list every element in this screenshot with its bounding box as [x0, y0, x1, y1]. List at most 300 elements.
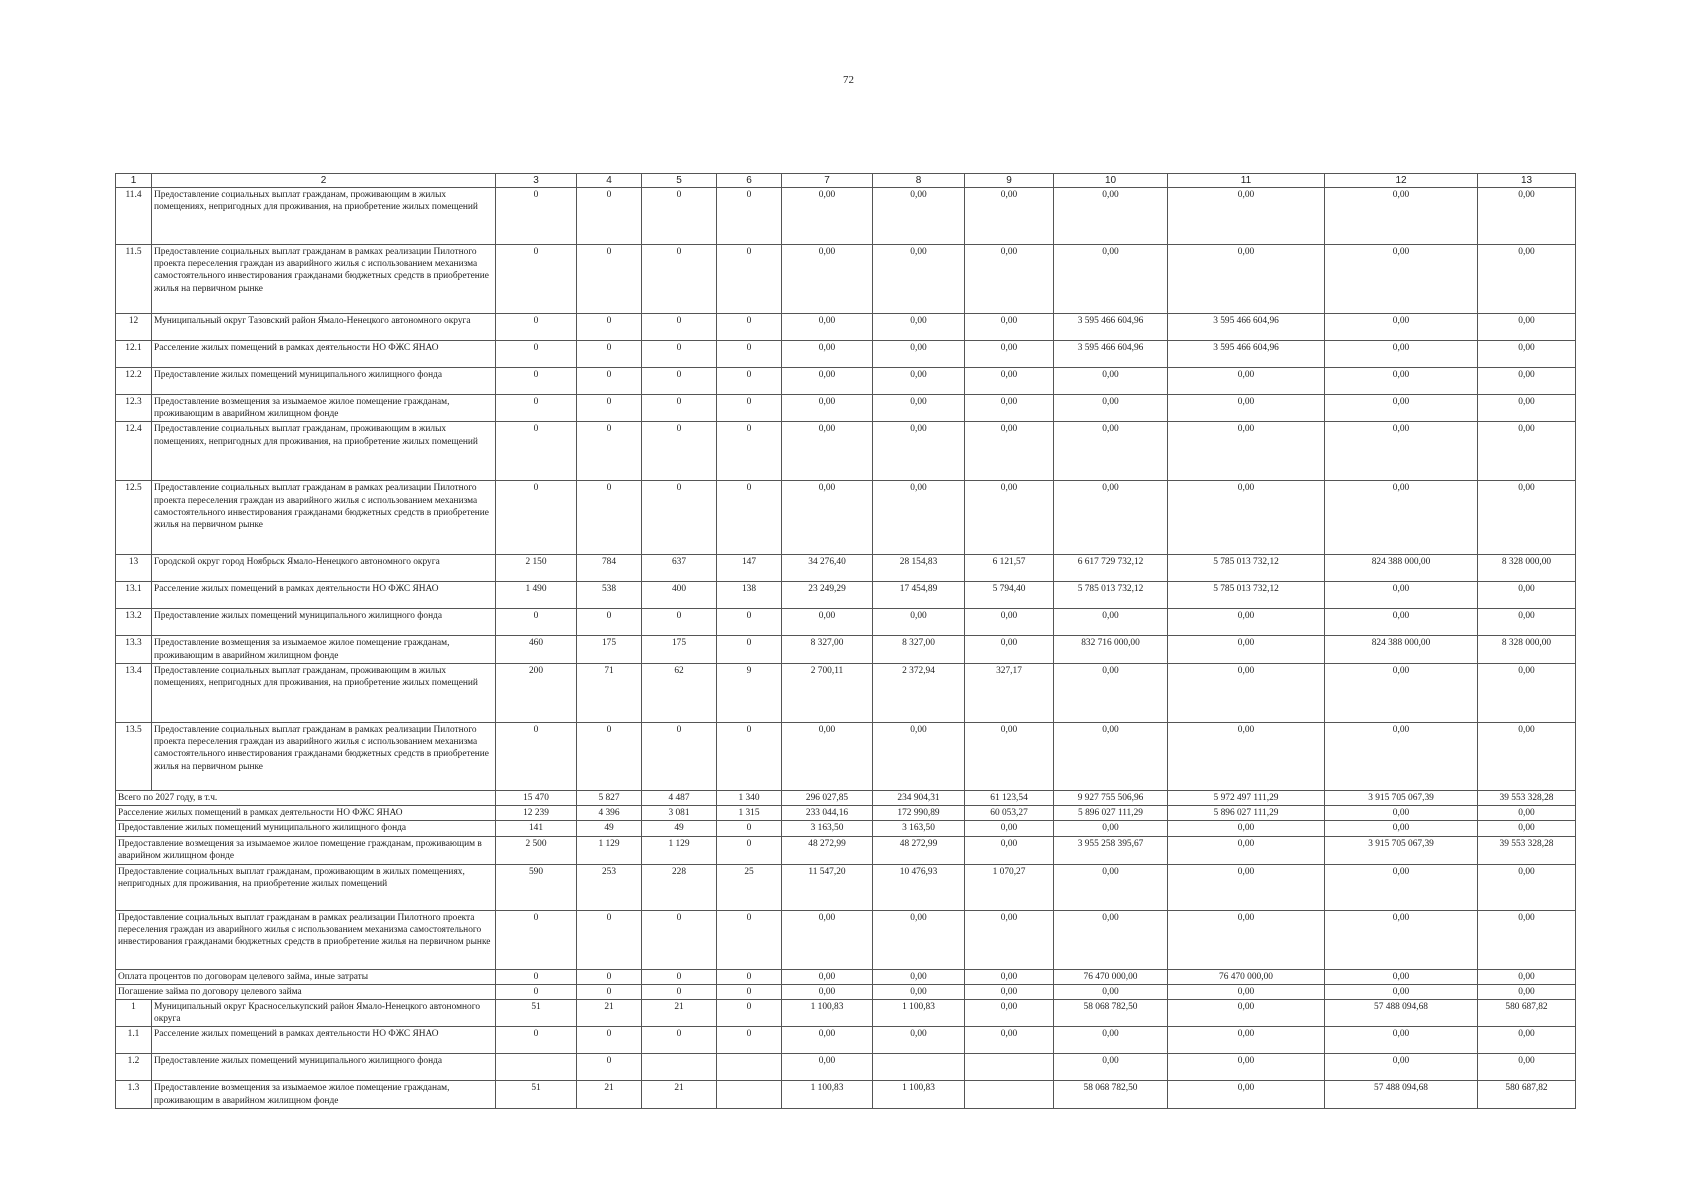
cell-col-13: 8 328 000,00: [1478, 555, 1576, 582]
cell-col-9: 0,00: [965, 636, 1054, 663]
cell-col-3: 0: [496, 314, 577, 341]
row-name: Предоставление социальных выплат гражданам, проживающим в жилых помещениях, непригодных для проживания, на приобретение жилых помещений: [152, 422, 496, 481]
row-code: 12.2: [116, 368, 152, 395]
cell-col-10: 0,00: [1054, 1027, 1168, 1054]
row-name: Предоставление жилых помещений муниципального жилищного фонда: [152, 1054, 496, 1081]
cell-col-5: 0: [642, 422, 717, 481]
cell-col-11: 0,00: [1168, 1081, 1325, 1108]
cell-col-9: 6 121,57: [965, 555, 1054, 582]
cell-col-10: 58 068 782,50: [1054, 1081, 1168, 1108]
cell-col-4: 0: [577, 481, 642, 555]
cell-col-6: 0: [717, 636, 782, 663]
cell-col-3: 0: [496, 245, 577, 314]
cell-col-13: 0,00: [1478, 582, 1576, 609]
cell-col-5: 21: [642, 1081, 717, 1108]
cell-col-4: 0: [577, 910, 642, 969]
cell-col-10: 0,00: [1054, 395, 1168, 422]
cell-col-12: 0,00: [1325, 368, 1478, 395]
cell-col-6: 0: [717, 984, 782, 999]
cell-col-12: 0,00: [1325, 806, 1478, 821]
cell-col-9: 327,17: [965, 663, 1054, 722]
table-row: [116, 790, 1576, 805]
cell-col-6: 0: [717, 609, 782, 636]
cell-col-8: 3 163,50: [873, 821, 965, 836]
cell-col-11: 0,00: [1168, 609, 1325, 636]
cell-col-12: 0,00: [1325, 609, 1478, 636]
cell-col-3: 0: [496, 722, 577, 790]
table-row: [116, 969, 1576, 984]
cell-col-13: 0,00: [1478, 806, 1576, 821]
cell-col-6: 1 315: [717, 806, 782, 821]
row-name: Предоставление жилых помещений муниципального жилищного фонда: [152, 368, 496, 395]
cell-col-7: 2 700,11: [782, 663, 873, 722]
cell-col-10: 832 716 000,00: [1054, 636, 1168, 663]
cell-col-8: 17 454,89: [873, 582, 965, 609]
cell-col-3: 51: [496, 999, 577, 1026]
row-name: Предоставление социальных выплат гражданам, проживающим в жилых помещениях, непригодных для проживания, на приобретение жилых помещений: [116, 864, 496, 910]
row-name: Всего по 2027 году, в т.ч.: [116, 790, 496, 805]
row-code: 12.4: [116, 422, 152, 481]
cell-col-6: 0: [717, 821, 782, 836]
cell-col-10: 6 617 729 732,12: [1054, 555, 1168, 582]
row-name: Расселение жилых помещений в рамках деятельности НО ФЖС ЯНАО: [116, 806, 496, 821]
cell-col-12: 824 388 000,00: [1325, 636, 1478, 663]
row-code: 13.1: [116, 582, 152, 609]
table-row: [116, 984, 1576, 999]
cell-col-3: 0: [496, 188, 577, 245]
cell-col-6: 0: [717, 341, 782, 368]
cell-col-9: 0,00: [965, 314, 1054, 341]
cell-col-13: 0,00: [1478, 1054, 1576, 1081]
row-code: 1: [116, 999, 152, 1026]
cell-col-5: 0: [642, 481, 717, 555]
cell-col-5: 4 487: [642, 790, 717, 805]
col-header-2: 2: [152, 174, 496, 188]
cell-col-13: 580 687,82: [1478, 999, 1576, 1026]
cell-col-6: 1 340: [717, 790, 782, 805]
cell-col-6: 0: [717, 910, 782, 969]
cell-col-13: 0,00: [1478, 609, 1576, 636]
cell-col-9: 0,00: [965, 481, 1054, 555]
cell-col-12: 0,00: [1325, 245, 1478, 314]
cell-col-9: 0,00: [965, 1027, 1054, 1054]
cell-col-11: 3 595 466 604,96: [1168, 341, 1325, 368]
col-header-1: 1: [116, 174, 152, 188]
cell-col-6: 0: [717, 422, 782, 481]
cell-col-7: 0,00: [782, 314, 873, 341]
cell-col-5: 0: [642, 395, 717, 422]
cell-col-4: 0: [577, 969, 642, 984]
table-row: [116, 910, 1576, 969]
row-name: Предоставление социальных выплат гражданам, проживающим в жилых помещениях, непригодных для проживания, на приобретение жилых помещений: [152, 188, 496, 245]
cell-col-4: 0: [577, 368, 642, 395]
cell-col-7: 0,00: [782, 395, 873, 422]
table-body: [116, 188, 1576, 1109]
cell-col-5: 0: [642, 368, 717, 395]
cell-col-13: 0,00: [1478, 1027, 1576, 1054]
cell-col-11: 0,00: [1168, 864, 1325, 910]
cell-col-9: 0,00: [965, 395, 1054, 422]
row-name: Предоставление возмещения за изымаемое жилое помещение гражданам, проживающим в аварийном жилищном фонде: [152, 1081, 496, 1108]
cell-col-4: 0: [577, 1054, 642, 1081]
table-row: [116, 395, 1576, 422]
cell-col-11: 5 896 027 111,29: [1168, 806, 1325, 821]
cell-col-3: 0: [496, 481, 577, 555]
cell-col-9: 0,00: [965, 984, 1054, 999]
cell-col-12: 0,00: [1325, 314, 1478, 341]
cell-col-6: 0: [717, 314, 782, 341]
cell-col-3: 0: [496, 609, 577, 636]
row-name: Оплата процентов по договорам целевого займа, иные затраты: [116, 969, 496, 984]
cell-col-7: 3 163,50: [782, 821, 873, 836]
cell-col-4: 0: [577, 984, 642, 999]
cell-col-6: 147: [717, 555, 782, 582]
cell-col-8: 0,00: [873, 984, 965, 999]
table-row: [116, 555, 1576, 582]
cell-col-3: 200: [496, 663, 577, 722]
cell-col-3: 12 239: [496, 806, 577, 821]
row-name: Предоставление возмещения за изымаемое жилое помещение гражданам, проживающим в аварийном жилищном фонде: [152, 395, 496, 422]
cell-col-3: 0: [496, 984, 577, 999]
cell-col-7: 0,00: [782, 722, 873, 790]
cell-col-5: 1 129: [642, 836, 717, 864]
cell-col-7: 0,00: [782, 188, 873, 245]
cell-col-10: 5 785 013 732,12: [1054, 582, 1168, 609]
col-header-6: 6: [717, 174, 782, 188]
cell-col-7: 0,00: [782, 368, 873, 395]
cell-col-9: 0,00: [965, 609, 1054, 636]
cell-col-8: 0,00: [873, 245, 965, 314]
cell-col-12: 57 488 094,68: [1325, 1081, 1478, 1108]
cell-col-5: 228: [642, 864, 717, 910]
cell-col-8: 0,00: [873, 395, 965, 422]
cell-col-3: 2 500: [496, 836, 577, 864]
cell-col-8: 234 904,31: [873, 790, 965, 805]
cell-col-12: 57 488 094,68: [1325, 999, 1478, 1026]
cell-col-13: 0,00: [1478, 821, 1576, 836]
cell-col-13: 8 328 000,00: [1478, 636, 1576, 663]
cell-col-7: 0,00: [782, 245, 873, 314]
col-header-3: 3: [496, 174, 577, 188]
cell-col-7: 0,00: [782, 422, 873, 481]
cell-col-4: 1 129: [577, 836, 642, 864]
row-code: 13.5: [116, 722, 152, 790]
cell-col-8: [873, 1054, 965, 1081]
cell-col-7: 34 276,40: [782, 555, 873, 582]
cell-col-5: 0: [642, 245, 717, 314]
cell-col-11: 0,00: [1168, 999, 1325, 1026]
cell-col-13: 0,00: [1478, 481, 1576, 555]
cell-col-6: 0: [717, 836, 782, 864]
cell-col-10: 0,00: [1054, 422, 1168, 481]
row-name: Муниципальный округ Красноселькупский район Ямало-Ненецкого автономного округа: [152, 999, 496, 1026]
cell-col-7: 1 100,83: [782, 999, 873, 1026]
cell-col-10: 0,00: [1054, 984, 1168, 999]
cell-col-11: 0,00: [1168, 722, 1325, 790]
cell-col-4: 175: [577, 636, 642, 663]
cell-col-5: 49: [642, 821, 717, 836]
cell-col-13: 0,00: [1478, 395, 1576, 422]
cell-col-13: 0,00: [1478, 722, 1576, 790]
cell-col-6: 0: [717, 368, 782, 395]
cell-col-10: 0,00: [1054, 481, 1168, 555]
row-code: 12.3: [116, 395, 152, 422]
table-row: [116, 582, 1576, 609]
cell-col-13: 0,00: [1478, 984, 1576, 999]
cell-col-4: 0: [577, 1027, 642, 1054]
cell-col-6: 0: [717, 999, 782, 1026]
cell-col-12: 3 915 705 067,39: [1325, 790, 1478, 805]
cell-col-7: 23 249,29: [782, 582, 873, 609]
cell-col-3: 1 490: [496, 582, 577, 609]
cell-col-6: 0: [717, 1027, 782, 1054]
cell-col-12: 0,00: [1325, 582, 1478, 609]
cell-col-7: 296 027,85: [782, 790, 873, 805]
cell-col-10: 5 896 027 111,29: [1054, 806, 1168, 821]
cell-col-3: 141: [496, 821, 577, 836]
cell-col-12: 0,00: [1325, 1054, 1478, 1081]
cell-col-4: 0: [577, 341, 642, 368]
table-row: [116, 341, 1576, 368]
cell-col-13: 0,00: [1478, 245, 1576, 314]
col-header-13: 13: [1478, 174, 1576, 188]
row-name: Предоставление возмещения за изымаемое жилое помещение гражданам, проживающим в аварийном жилищном фонде: [116, 836, 496, 864]
cell-col-5: 0: [642, 1027, 717, 1054]
cell-col-4: 4 396: [577, 806, 642, 821]
cell-col-9: [965, 1081, 1054, 1108]
row-code: 1.1: [116, 1027, 152, 1054]
cell-col-11: 0,00: [1168, 481, 1325, 555]
cell-col-7: 8 327,00: [782, 636, 873, 663]
cell-col-10: 3 595 466 604,96: [1054, 314, 1168, 341]
row-name: Муниципальный округ Тазовский район Ямало-Ненецкого автономного округа: [152, 314, 496, 341]
cell-col-11: 5 972 497 111,29: [1168, 790, 1325, 805]
cell-col-5: 62: [642, 663, 717, 722]
cell-col-9: 0,00: [965, 422, 1054, 481]
cell-col-9: 0,00: [965, 969, 1054, 984]
cell-col-10: 0,00: [1054, 821, 1168, 836]
cell-col-13: 0,00: [1478, 314, 1576, 341]
cell-col-5: 0: [642, 910, 717, 969]
cell-col-13: 39 553 328,28: [1478, 836, 1576, 864]
col-header-5: 5: [642, 174, 717, 188]
cell-col-7: 11 547,20: [782, 864, 873, 910]
cell-col-12: 0,00: [1325, 864, 1478, 910]
page-number: 72: [843, 74, 854, 86]
table-header: [116, 174, 1576, 188]
cell-col-11: 0,00: [1168, 245, 1325, 314]
row-name: Предоставление жилых помещений муниципального жилищного фонда: [152, 609, 496, 636]
cell-col-11: 5 785 013 732,12: [1168, 555, 1325, 582]
cell-col-12: 0,00: [1325, 1027, 1478, 1054]
cell-col-12: 3 915 705 067,39: [1325, 836, 1478, 864]
cell-col-10: 0,00: [1054, 368, 1168, 395]
cell-col-11: 0,00: [1168, 368, 1325, 395]
cell-col-11: 0,00: [1168, 821, 1325, 836]
cell-col-4: 5 827: [577, 790, 642, 805]
cell-col-3: 0: [496, 969, 577, 984]
col-header-7: 7: [782, 174, 873, 188]
cell-col-13: 0,00: [1478, 368, 1576, 395]
cell-col-4: 538: [577, 582, 642, 609]
cell-col-9: 0,00: [965, 999, 1054, 1026]
row-name: Предоставление жилых помещений муниципального жилищного фонда: [116, 821, 496, 836]
cell-col-12: 0,00: [1325, 422, 1478, 481]
cell-col-8: 1 100,83: [873, 999, 965, 1026]
table-row: [116, 663, 1576, 722]
table-row: [116, 806, 1576, 821]
cell-col-6: 0: [717, 969, 782, 984]
cell-col-8: 0,00: [873, 722, 965, 790]
table-row: [116, 481, 1576, 555]
cell-col-5: 0: [642, 188, 717, 245]
cell-col-13: 0,00: [1478, 663, 1576, 722]
cell-col-9: 0,00: [965, 836, 1054, 864]
cell-col-6: 25: [717, 864, 782, 910]
table-row: [116, 864, 1576, 910]
cell-col-4: 0: [577, 422, 642, 481]
cell-col-12: 0,00: [1325, 395, 1478, 422]
cell-col-7: 0,00: [782, 984, 873, 999]
cell-col-11: 0,00: [1168, 1027, 1325, 1054]
cell-col-7: 0,00: [782, 969, 873, 984]
cell-col-12: 0,00: [1325, 341, 1478, 368]
row-name: Погашение займа по договору целевого займа: [116, 984, 496, 999]
cell-col-11: 5 785 013 732,12: [1168, 582, 1325, 609]
cell-col-9: 1 070,27: [965, 864, 1054, 910]
row-code: 12: [116, 314, 152, 341]
table-row: [116, 636, 1576, 663]
cell-col-8: 8 327,00: [873, 636, 965, 663]
table-row: [116, 188, 1576, 245]
cell-col-3: 51: [496, 1081, 577, 1108]
cell-col-10: 0,00: [1054, 663, 1168, 722]
cell-col-6: 0: [717, 188, 782, 245]
row-code: 13.4: [116, 663, 152, 722]
cell-col-9: 0,00: [965, 821, 1054, 836]
row-name: Предоставление социальных выплат гражданам в рамках реализации Пилотного проекта переселения граждан из аварийного жилья с использованием механизма самостоятельного инвестирования гражданами бюджетных средств в приобретение жилья на первичном рынке: [152, 245, 496, 314]
table-row: [116, 368, 1576, 395]
cell-col-7: 1 100,83: [782, 1081, 873, 1108]
cell-col-13: 0,00: [1478, 969, 1576, 984]
row-name: Городской округ город Ноябрьск Ямало-Ненецкого автономного округа: [152, 555, 496, 582]
cell-col-3: 15 470: [496, 790, 577, 805]
cell-col-8: 0,00: [873, 609, 965, 636]
cell-col-4: 0: [577, 609, 642, 636]
cell-col-8: 0,00: [873, 188, 965, 245]
table-row: [116, 1054, 1576, 1081]
cell-col-13: 0,00: [1478, 341, 1576, 368]
cell-col-3: 0: [496, 422, 577, 481]
col-header-9: 9: [965, 174, 1054, 188]
cell-col-4: 0: [577, 395, 642, 422]
cell-col-10: 0,00: [1054, 1054, 1168, 1081]
col-header-12: 12: [1325, 174, 1478, 188]
cell-col-7: 0,00: [782, 609, 873, 636]
cell-col-4: 253: [577, 864, 642, 910]
cell-col-8: 0,00: [873, 341, 965, 368]
row-name: Предоставление возмещения за изымаемое жилое помещение гражданам, проживающим в аварийном жилищном фонде: [152, 636, 496, 663]
cell-col-12: 0,00: [1325, 910, 1478, 969]
cell-col-10: 0,00: [1054, 609, 1168, 636]
cell-col-10: 0,00: [1054, 188, 1168, 245]
cell-col-5: 0: [642, 314, 717, 341]
cell-col-3: 0: [496, 341, 577, 368]
cell-col-7: 0,00: [782, 1027, 873, 1054]
cell-col-8: 0,00: [873, 1027, 965, 1054]
cell-col-6: [717, 1054, 782, 1081]
row-name: Расселение жилых помещений в рамках деятельности НО ФЖС ЯНАО: [152, 1027, 496, 1054]
cell-col-6: [717, 1081, 782, 1108]
cell-col-11: 0,00: [1168, 1054, 1325, 1081]
cell-col-6: 0: [717, 395, 782, 422]
cell-col-5: 0: [642, 609, 717, 636]
cell-col-8: 10 476,93: [873, 864, 965, 910]
table-row: [116, 836, 1576, 864]
cell-col-12: 824 388 000,00: [1325, 555, 1478, 582]
cell-col-3: 0: [496, 368, 577, 395]
row-name: Предоставление социальных выплат гражданам в рамках реализации Пилотного проекта переселения граждан из аварийного жилья с использованием механизма самостоятельного инвестирования гражданами бюджетных средств в приобретение жилья на первичном рынке: [116, 910, 496, 969]
cell-col-13: 39 553 328,28: [1478, 790, 1576, 805]
data-table: [115, 173, 1576, 1109]
cell-col-8: 0,00: [873, 969, 965, 984]
table-row: [116, 245, 1576, 314]
cell-col-3: 0: [496, 395, 577, 422]
table-row: [116, 314, 1576, 341]
cell-col-10: 76 470 000,00: [1054, 969, 1168, 984]
cell-col-9: 5 794,40: [965, 582, 1054, 609]
cell-col-4: 49: [577, 821, 642, 836]
cell-col-4: 0: [577, 188, 642, 245]
cell-col-12: 0,00: [1325, 481, 1478, 555]
cell-col-3: 590: [496, 864, 577, 910]
cell-col-3: 460: [496, 636, 577, 663]
cell-col-11: 3 595 466 604,96: [1168, 314, 1325, 341]
cell-col-4: 0: [577, 245, 642, 314]
cell-col-5: 400: [642, 582, 717, 609]
cell-col-8: 0,00: [873, 368, 965, 395]
cell-col-9: [965, 1054, 1054, 1081]
table-row: [116, 999, 1576, 1026]
cell-col-5: 3 081: [642, 806, 717, 821]
cell-col-11: 0,00: [1168, 984, 1325, 999]
cell-col-3: 0: [496, 1027, 577, 1054]
cell-col-7: 0,00: [782, 910, 873, 969]
cell-col-11: 0,00: [1168, 422, 1325, 481]
row-code: 11.4: [116, 188, 152, 245]
cell-col-5: 0: [642, 969, 717, 984]
cell-col-4: 0: [577, 314, 642, 341]
col-header-11: 11: [1168, 174, 1325, 188]
cell-col-9: 0,00: [965, 722, 1054, 790]
cell-col-11: 0,00: [1168, 395, 1325, 422]
cell-col-11: 0,00: [1168, 188, 1325, 245]
cell-col-8: 0,00: [873, 910, 965, 969]
cell-col-9: 0,00: [965, 368, 1054, 395]
cell-col-8: 0,00: [873, 481, 965, 555]
table-row: [116, 722, 1576, 790]
row-code: 11.5: [116, 245, 152, 314]
cell-col-4: 21: [577, 999, 642, 1026]
cell-col-13: 0,00: [1478, 422, 1576, 481]
cell-col-13: 0,00: [1478, 188, 1576, 245]
cell-col-10: 0,00: [1054, 910, 1168, 969]
cell-col-6: 0: [717, 481, 782, 555]
cell-col-11: 0,00: [1168, 836, 1325, 864]
row-name: Предоставление социальных выплат гражданам в рамках реализации Пилотного проекта переселения граждан из аварийного жилья с использованием механизма самостоятельного инвестирования гражданами бюджетных средств в приобретение жилья на первичном рынке: [152, 722, 496, 790]
cell-col-6: 0: [717, 722, 782, 790]
cell-col-8: 1 100,83: [873, 1081, 965, 1108]
